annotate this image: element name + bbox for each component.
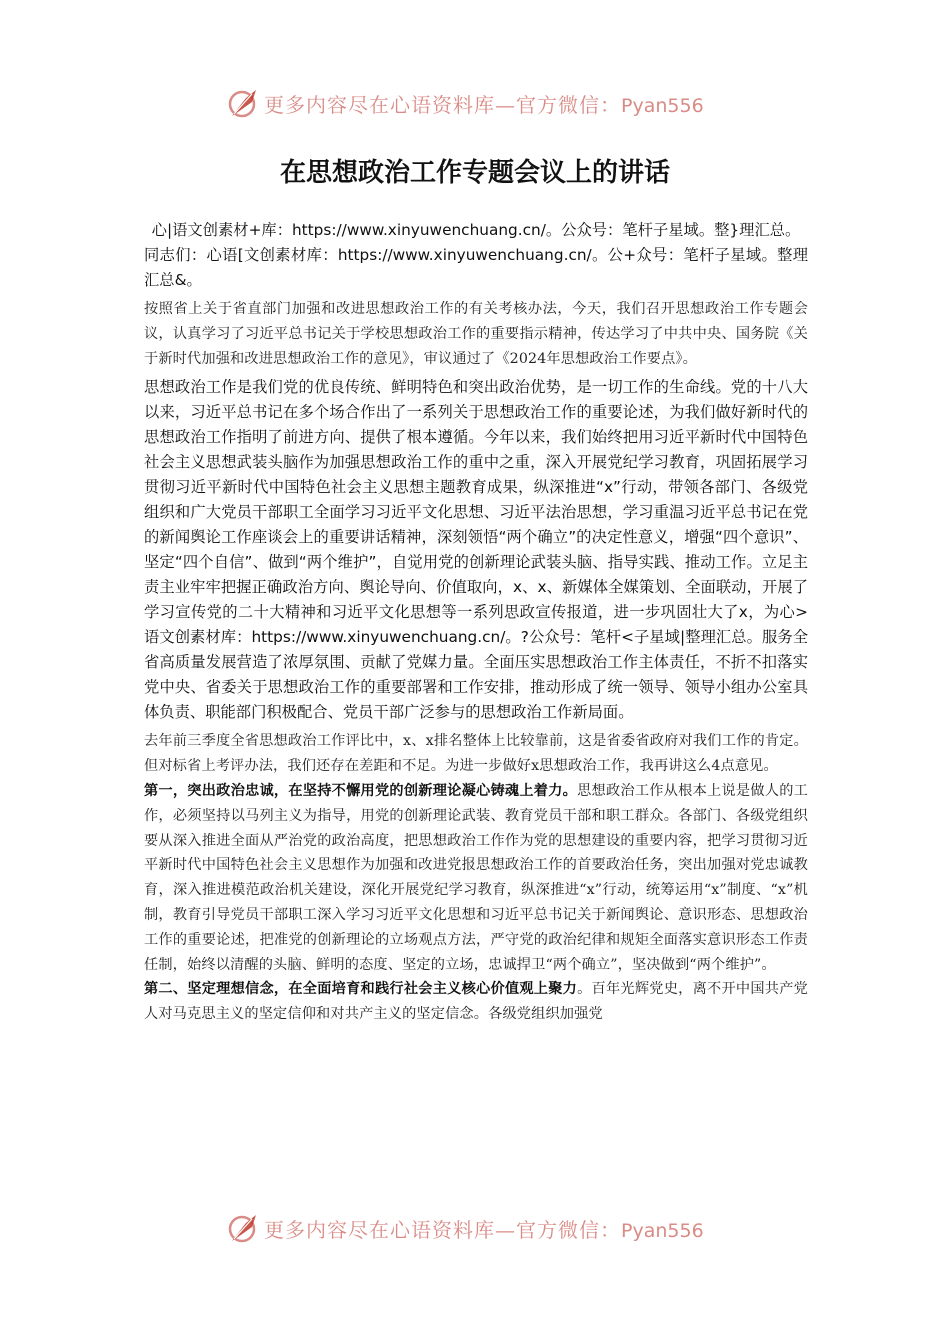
watermark-text: 更多内容尽在心语资料库—官方微信：Pyan556 bbox=[264, 1217, 704, 1242]
paragraph-4-lead: 第一，突出政治忠诚，在坚持不懈用党的创新理论凝心铸魂上着力。 bbox=[144, 782, 578, 799]
page-title: 在思想政治工作专题会议上的讲话 bbox=[279, 158, 670, 188]
paragraph-5 bbox=[144, 977, 808, 1027]
greeting-paragraph: 同志们：心语[文创素材库：https://www.xinyuwenchuang.cn/。公+众号：笔杆子星域。整理汇总&。 bbox=[144, 246, 808, 289]
document-body bbox=[144, 218, 808, 1027]
paragraph-4-body: 思想政治工作从根本上说是做人的工作，必须坚持以马列主义为指导，用党的创新理论武装、教育党员干部和职工群众。各部门、各级党组织要从深入推进全面从严治党的政治高度，把思想政治工作作为党的思想建设的重要内容，把学习贯彻习近平新时代中国特色社会主义思想作为加强和改进党报思想政治工作的首要政治任务，突出加强对党忠诚教育，深入推进模范政治机关建设，深化开展党纪学习教育，纵深推进“x”行动，统筹运用“x”制度、“x”机制，教育引导党员干部职工深入学习习近平文化思想和习近平总书记关于新闻舆论、意识形态、思想政治工作的重要论述，把准党的创新理论的立场观点方法，严守党的政治纪律和规矩全面落实意识形态工作责任制，始终以清醒的头脑、鲜明的态度、坚定的立场，忠诚捍卫“两个确立”，坚决做到“两个维护”。 bbox=[144, 782, 808, 973]
watermark-text: 更多内容尽在心语资料库—官方微信：Pyan556 bbox=[264, 92, 704, 117]
paragraph-4 bbox=[144, 779, 808, 977]
quill-logo-icon bbox=[226, 1211, 260, 1245]
intro-line: 心|语文创素材+库：https://www.xinyuwenchuang.cn/。公众号：笔杆子星域。整}理汇总。 bbox=[151, 221, 801, 239]
paragraph-3: 去年前三季度全省思想政治工作评比中，x、x排名整体上比较靠前，这是省委省政府对我们工作的肯定。但对标省上考评办法，我们还存在差距和不足。为进一步做好x思想政治工作，我再讲这么4点意见。 bbox=[144, 733, 808, 775]
watermark-banner-bottom bbox=[226, 1208, 726, 1248]
watermark-banner-top bbox=[226, 83, 726, 123]
paragraph-1: 按照省上关于省直部门加强和改进思想政治工作的有关考核办法，今天，我们召开思想政治工作专题会议，认真学习了习近平总书记关于学校思想政治工作的重要指示精神，传达学习了中共中央、国务院《关于新时代加强和改进思想政治工作的意见》，审议通过了《2024年思想政治工作要点》。 bbox=[144, 301, 808, 367]
paragraph-5-lead: 第二、坚定理想信念，在全面培育和践行社会主义核心价值观上聚力 bbox=[144, 981, 578, 998]
paragraph-2: 思想政治工作是我们党的优良传统、鲜明特色和突出政治优势，是一切工作的生命线。党的十八大以来，习近平总书记在多个场合作出了一系列关于思想政治工作的重要论述，为我们做好新时代的思想政治工作指明了前进方向、提供了根本遵循。今年以来，我们始终把用习近平新时代中国特色社会主义思想武装头脑作为加强思想政治工作的重中之重，深入开展党纪学习教育，巩固拓展学习贯彻习近平新时代中国特色社会主义思想主题教育成果，纵深推进“x”行动，带领各部门、各级党组织和广大党员干部职工全面学习习近平文化思想、习近平法治思想，学习重温习近平总书记在党的新闻舆论工作座谈会上的重要讲话精神，深刻领悟“两个确立”的决定性意义，增强“四个意识”、坚定“四个自信”、做到“两个维护”，自觉用党的创新理论武装头脑、指导实践、推动工作。立足主责主业牢牢把握正确政治方向、舆论导向、价值取向，x、x、新媒体全媒策划、全面联动，开展了学习宣传党的二十大精神和习近平文化思想等一系列思政宣传报道，进一步巩固壮大了x，为心>语文创素材库：https://www.xinyuwenchuang.cn/。?公众号：笔杆<子星域|整理汇总。服务全省高质量发展营造了浓厚氛围、贡献了党媒力量。全面压实思想政治工作主体责任，不折不扣落实党中央、省委关于思想政治工作的重要部署和工作安排，推动形成了统一领导、领导小组办公室具体负责、职能部门积极配合、党员干部广泛参与的思想政治工作新局面。 bbox=[144, 378, 808, 722]
paragraph-5-body: 。百年光辉党史，离不开中国共产党人对马克思主义的坚定信仰和对共产主义的坚定信念。各级党组织加强党 bbox=[144, 981, 808, 1023]
quill-logo-icon bbox=[226, 86, 260, 120]
